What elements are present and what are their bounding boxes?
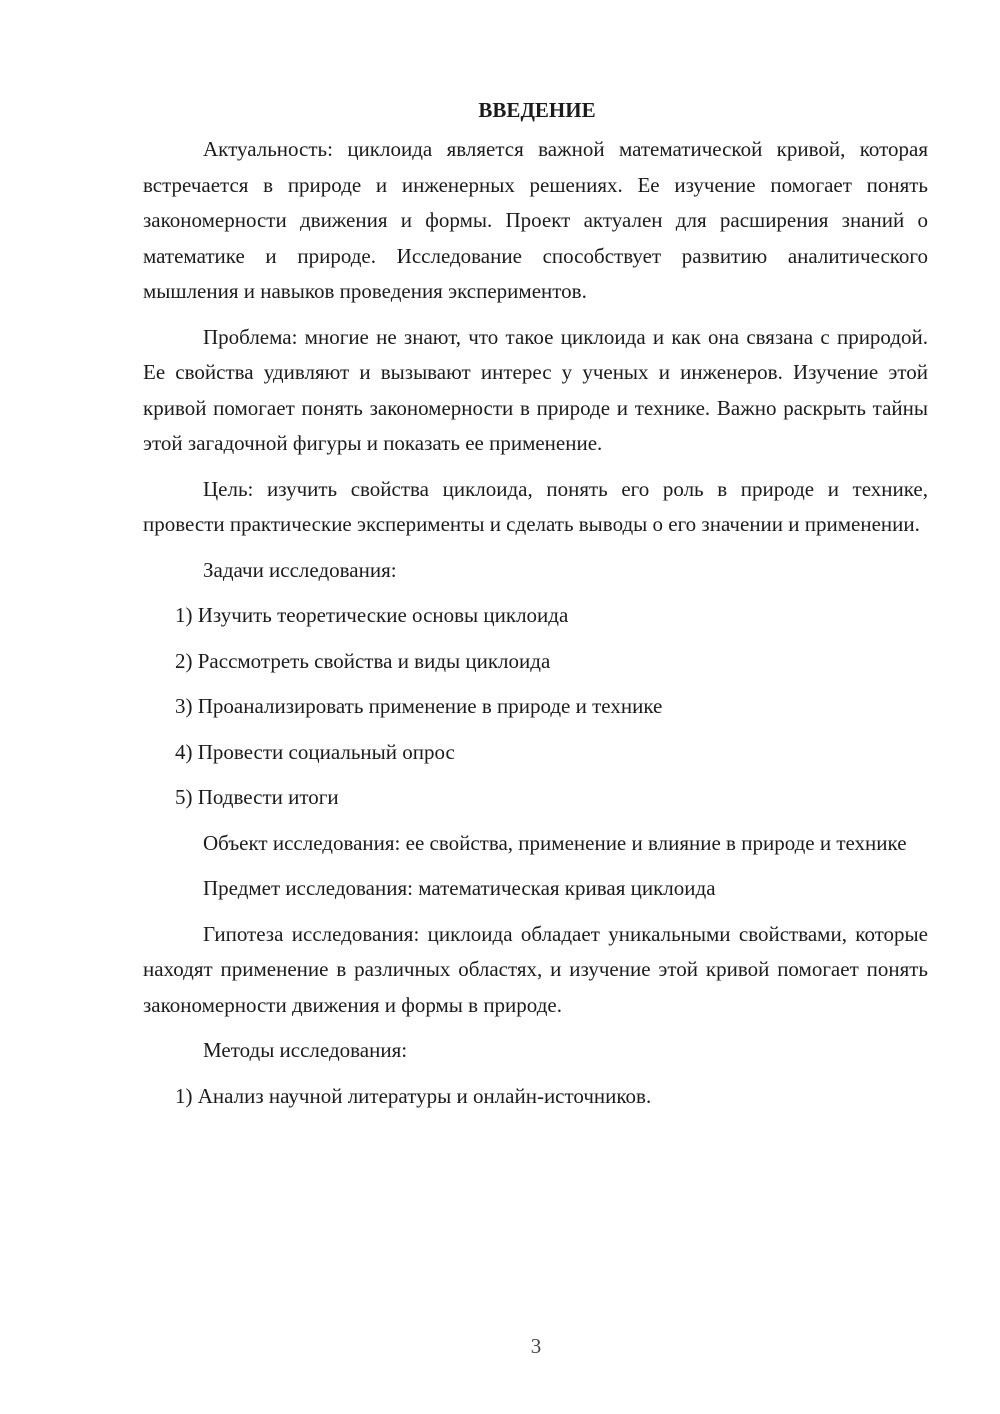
page-number: 3 xyxy=(530,1334,542,1358)
methods-heading: Методы исследования: xyxy=(203,1038,408,1062)
method-item: 1) Анализ научной литературы и онлайн-источников. xyxy=(175,1083,652,1108)
task-item: 2) Рассмотреть свойства и виды циклоида xyxy=(175,648,551,673)
page-content xyxy=(143,92,928,1124)
task-item: 1) Изучить теоретические основы циклоида xyxy=(175,603,569,627)
tasks-list xyxy=(143,598,928,816)
section-title: ВВЕДЕНИЕ xyxy=(478,98,596,122)
object-paragraph: Объект исследования: ее свойства, применение и влияние в природе и технике xyxy=(203,830,907,855)
subject-paragraph: Предмет исследования: математическая кривая циклоида xyxy=(203,876,716,900)
task-item: 5) Подвести итоги xyxy=(175,785,339,809)
problem-paragraph: Проблема: многие не знают, что такое циклоида и как она связана с природой. Ее свойства удивляют и вызывают интерес у ученых и инженеров. Изучение этой кривой помогает понять закономерности в природе и технике. Важно раскрыть тайны этой загадочной фигуры и показать ее применение. xyxy=(143,324,928,455)
tasks-heading: Задачи исследования: xyxy=(203,557,397,582)
methods-list xyxy=(143,1079,928,1115)
goal-paragraph: Цель: изучить свойства циклоида, понять его роль в природе и технике, провести практические эксперименты и сделать выводы о его значении и применении. xyxy=(143,476,928,536)
task-item: 4) Провести социальный опрос xyxy=(175,739,455,764)
hypothesis-paragraph: Гипотеза исследования: циклоида обладает уникальными свойствами, которые находят применение в различных областях, и изучение этой кривой помогает понять закономерности движения и формы в природе. xyxy=(143,921,928,1017)
relevance-paragraph: Актуальность: циклоида является важной математической кривой, которая встречается в природе и инженерных решениях. Ее изучение помогает понять закономерности движения и формы. Проект актуален для расширения знаний о математике и природе. Исследование способствует развитию аналитического мышления и навыков проведения экспериментов. xyxy=(143,137,928,303)
task-item: 3) Проанализировать применение в природе и технике xyxy=(175,694,663,718)
